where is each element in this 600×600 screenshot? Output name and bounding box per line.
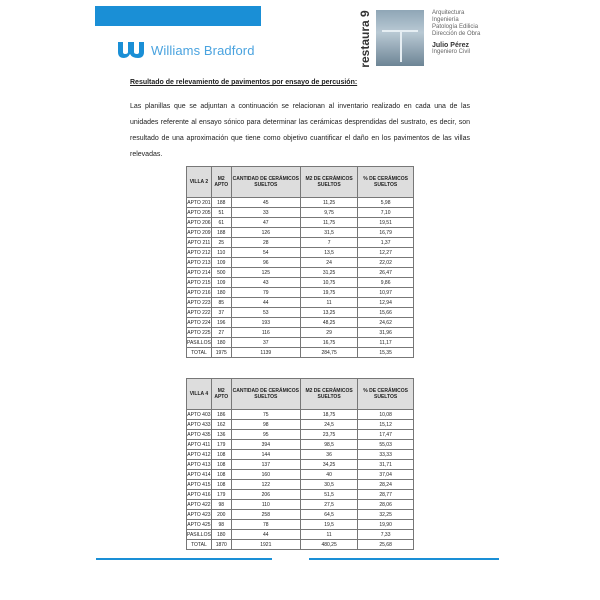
table-cell: APTO 216 [187, 289, 211, 296]
column-header: CANTIDAD DE CERÁMICOS SUELTOS [231, 167, 300, 198]
table-cell: 28,24 [358, 480, 414, 490]
table-cell: 16,79 [358, 228, 414, 238]
table-cell: PASILLOS [187, 339, 211, 346]
person-name: Julio Pérez [432, 42, 469, 49]
table-row [187, 510, 414, 520]
table-cell: 28,06 [358, 500, 414, 510]
table-cell: 116 [231, 328, 300, 338]
table-cell: 95 [231, 430, 300, 440]
table-cell: 19,51 [358, 218, 414, 228]
table-cell: 125 [231, 268, 300, 278]
table-cell: 85 [211, 298, 231, 308]
table-row [187, 198, 414, 208]
table-cell: 9,86 [358, 278, 414, 288]
table-cell: 15,66 [358, 308, 414, 318]
table-cell: 19,75 [300, 288, 357, 298]
table-row [187, 430, 414, 440]
table-cell: 17,47 [358, 430, 414, 440]
column-header: VILLA 4 [187, 379, 212, 410]
table-cell: 122 [231, 480, 300, 490]
table-cell: APTO 201 [187, 199, 211, 206]
table-cell: 11,17 [358, 338, 414, 348]
table-cell: 394 [231, 440, 300, 450]
table-cell: 11,25 [300, 198, 357, 208]
table-cell: 10,97 [358, 288, 414, 298]
side-line: Patología Edilicia [432, 24, 479, 30]
table-cell: 13,25 [300, 308, 357, 318]
table-cell: 15,35 [358, 348, 414, 358]
table-row [187, 440, 414, 450]
table-cell: 108 [211, 480, 231, 490]
table-cell: 7,10 [358, 208, 414, 218]
table-cell: 98 [211, 520, 231, 530]
table-cell: 179 [211, 440, 231, 450]
table-cell: 7,33 [358, 530, 414, 540]
table-cell: APTO 412 [187, 451, 211, 458]
table-row [187, 298, 414, 308]
table-cell: 7 [300, 238, 357, 248]
table-cell: 44 [231, 298, 300, 308]
table-cell: 108 [211, 450, 231, 460]
table-cell: 30,5 [300, 480, 357, 490]
brand-vertical [356, 12, 374, 66]
table-cell: APTO 222 [187, 309, 211, 316]
table-cell: 51 [211, 208, 231, 218]
table-cell: 186 [211, 410, 231, 420]
table-cell: 193 [231, 318, 300, 328]
table-cell: APTO 211 [187, 239, 211, 246]
footer-bar-right [309, 558, 499, 560]
table-cell: 109 [211, 278, 231, 288]
table-cell: 11,75 [300, 218, 357, 228]
table-cell: 98,5 [300, 440, 357, 450]
table-cell: 180 [211, 530, 231, 540]
table-cell: 11 [300, 298, 357, 308]
table-cell: 55,03 [358, 440, 414, 450]
table-cell: 26,47 [358, 268, 414, 278]
table-cell: 11 [300, 530, 357, 540]
table-cell: 162 [211, 420, 231, 430]
table-cell: 64,5 [300, 510, 357, 520]
table-cell: APTO 425 [187, 521, 211, 528]
table-cell: 36 [300, 450, 357, 460]
column-header: M2 DE CERÁMICOS SUELTOS [300, 379, 357, 410]
table-row [187, 218, 414, 228]
header-accent-bar [95, 6, 261, 26]
table-row [187, 520, 414, 530]
table-cell: APTO 215 [187, 279, 211, 286]
table-cell: 109 [211, 258, 231, 268]
table-cell: 43 [231, 278, 300, 288]
table-row [187, 420, 414, 430]
table-cell: 12,27 [358, 248, 414, 258]
table-header-row [187, 167, 414, 198]
table-cell: 480,25 [300, 540, 357, 550]
table-row [187, 288, 414, 298]
table-cell: 258 [231, 510, 300, 520]
table-cell: 32,25 [358, 510, 414, 520]
table-cell: 1975 [211, 348, 231, 358]
table-cell: APTO 214 [187, 269, 211, 276]
table-cell: 9,75 [300, 208, 357, 218]
table-row [187, 248, 414, 258]
table-cell: 47 [231, 218, 300, 228]
table-row [187, 348, 414, 358]
table-row [187, 540, 414, 550]
table-row [187, 268, 414, 278]
table-cell: 31,25 [300, 268, 357, 278]
table-cell: APTO 415 [187, 481, 211, 488]
table-cell: 24,5 [300, 420, 357, 430]
table-cell: 51,5 [300, 490, 357, 500]
table-cell: APTO 206 [187, 219, 211, 226]
table-cell: APTO 435 [187, 431, 211, 438]
table-cell: 61 [211, 218, 231, 228]
table-cell: APTO 213 [187, 259, 211, 266]
table-cell: 31,5 [300, 228, 357, 238]
company-logo [116, 40, 255, 60]
table-cell: APTO 423 [187, 511, 211, 518]
column-header: % DE CERÁMICOS SUELTOS [358, 379, 414, 410]
table-cell: 126 [231, 228, 300, 238]
table-cell: 19,5 [300, 520, 357, 530]
table-cell: 1921 [231, 540, 300, 550]
table-cell: 206 [231, 490, 300, 500]
table-cell: 33 [231, 208, 300, 218]
table-row [187, 470, 414, 480]
table-cell: 1870 [211, 540, 231, 550]
table-cell: APTO 223 [187, 299, 211, 306]
table-cell: 37 [211, 308, 231, 318]
table-cell: 54 [231, 248, 300, 258]
table-cell: 24,62 [358, 318, 414, 328]
villa-4-table [186, 378, 414, 550]
table-header-row [187, 379, 414, 410]
footer-bar-left [96, 558, 272, 560]
table-row [187, 228, 414, 238]
table-cell: 1139 [231, 348, 300, 358]
table-cell: 10,75 [300, 278, 357, 288]
table-cell: 179 [211, 490, 231, 500]
table-row [187, 208, 414, 218]
table-cell: 110 [231, 500, 300, 510]
column-header: M2 APTO [211, 379, 231, 410]
table-cell: APTO 433 [187, 421, 211, 428]
table-row [187, 258, 414, 268]
table-cell: 188 [211, 228, 231, 238]
column-header: % DE CERÁMICOS SUELTOS [358, 167, 414, 198]
table-cell: APTO 403 [187, 411, 211, 418]
side-info [432, 10, 480, 56]
villa-2-table [186, 166, 414, 358]
table-cell: 108 [211, 470, 231, 480]
table-cell: TOTAL [187, 540, 212, 550]
table-cell: 180 [211, 288, 231, 298]
table-cell: APTO 205 [187, 209, 211, 216]
table-row [187, 238, 414, 248]
side-line: Dirección de Obra [432, 31, 481, 37]
table-cell: 25,68 [358, 540, 414, 550]
table-cell: 31,71 [358, 460, 414, 470]
table-row [187, 278, 414, 288]
table-cell: 15,12 [358, 420, 414, 430]
table-cell: 45 [231, 198, 300, 208]
table-row [187, 338, 414, 348]
table-cell: 96 [231, 258, 300, 268]
person-title: Ingeniero Civil [432, 49, 471, 55]
table-cell: 136 [211, 430, 231, 440]
table-cell: 34,25 [300, 460, 357, 470]
table-cell: 25 [211, 238, 231, 248]
table-cell: 33,33 [358, 450, 414, 460]
table-row [187, 530, 414, 540]
table-cell: 500 [211, 268, 231, 278]
company-name: Williams Bradford [151, 42, 255, 58]
wb-logo-icon [116, 40, 146, 60]
column-header: M2 APTO [211, 167, 231, 198]
column-header: M2 DE CERÁMICOS SUELTOS [300, 167, 357, 198]
table-cell: 27 [211, 328, 231, 338]
table-row [187, 450, 414, 460]
table-cell: APTO 212 [187, 249, 211, 256]
table-cell: 137 [231, 460, 300, 470]
table-cell: 29 [300, 328, 357, 338]
table-cell: 18,75 [300, 410, 357, 420]
table-cell: 53 [231, 308, 300, 318]
table-cell: 40 [300, 470, 357, 480]
table-cell: 27,5 [300, 500, 357, 510]
table-cell: 108 [211, 460, 231, 470]
table-cell: 1,37 [358, 238, 414, 248]
table-cell: 98 [231, 420, 300, 430]
document-title: Resultado de relevamiento de pavimentos por ensayo de percusión: [130, 79, 358, 86]
table-cell: 23,75 [300, 430, 357, 440]
table-row [187, 480, 414, 490]
table-cell: APTO 413 [187, 461, 211, 468]
table-cell: APTO 416 [187, 491, 211, 498]
table-cell: APTO 209 [187, 229, 211, 236]
table-cell: APTO 225 [187, 329, 211, 336]
table-cell: 22,02 [358, 258, 414, 268]
table-cell: 31,96 [358, 328, 414, 338]
brand-photo [376, 10, 424, 66]
table-cell: 5,98 [358, 198, 414, 208]
table-cell: 28,77 [358, 490, 414, 500]
table-cell: TOTAL [187, 348, 212, 358]
table-row [187, 460, 414, 470]
table-cell: 75 [231, 410, 300, 420]
table-row [187, 410, 414, 420]
table-cell: 98 [211, 500, 231, 510]
brand-name: restaura 9 [358, 10, 372, 68]
document-paragraph: Las planillas que se adjuntan a continuación se relacionan al inventario realizado en cada una de las unidades referente al ensayo sónico para determinar las cerámicas desprendidas del sustrato, es decir, son resultado de una aproximación que tiene como objetivo cuantificar el daño en los pavimentos de las villas relevadas. [130, 103, 470, 158]
table-cell: 284,75 [300, 348, 357, 358]
table-cell: 78 [231, 520, 300, 530]
table-cell: 196 [211, 318, 231, 328]
table-row [187, 318, 414, 328]
side-line: Ingeniería [432, 17, 459, 23]
table-cell: APTO 224 [187, 319, 211, 326]
table-cell: 19,90 [358, 520, 414, 530]
table-cell: APTO 414 [187, 471, 211, 478]
table-cell: 160 [231, 470, 300, 480]
table-cell: 200 [211, 510, 231, 520]
column-header: VILLA 2 [187, 167, 212, 198]
table-cell: 13,5 [300, 248, 357, 258]
table-row [187, 328, 414, 338]
table-cell: 10,08 [358, 410, 414, 420]
table-row [187, 500, 414, 510]
table-cell: 16,75 [300, 338, 357, 348]
column-header: CANTIDAD DE CERÁMICOS SUELTOS [231, 379, 300, 410]
table-cell: 48,25 [300, 318, 357, 328]
table-cell: APTO 411 [187, 441, 211, 448]
table-cell: PASILLOS [187, 531, 211, 538]
table-cell: 144 [231, 450, 300, 460]
table-row [187, 308, 414, 318]
table-cell: 37 [231, 338, 300, 348]
side-line: Arquitectura [432, 10, 465, 16]
table-cell: 110 [211, 248, 231, 258]
table-cell: APTO 422 [187, 501, 211, 508]
table-cell: 24 [300, 258, 357, 268]
table-cell: 188 [211, 198, 231, 208]
table-cell: 12,94 [358, 298, 414, 308]
table-cell: 180 [211, 338, 231, 348]
table-cell: 28 [231, 238, 300, 248]
table-row [187, 490, 414, 500]
table-cell: 79 [231, 288, 300, 298]
table-cell: 44 [231, 530, 300, 540]
table-cell: 37,04 [358, 470, 414, 480]
